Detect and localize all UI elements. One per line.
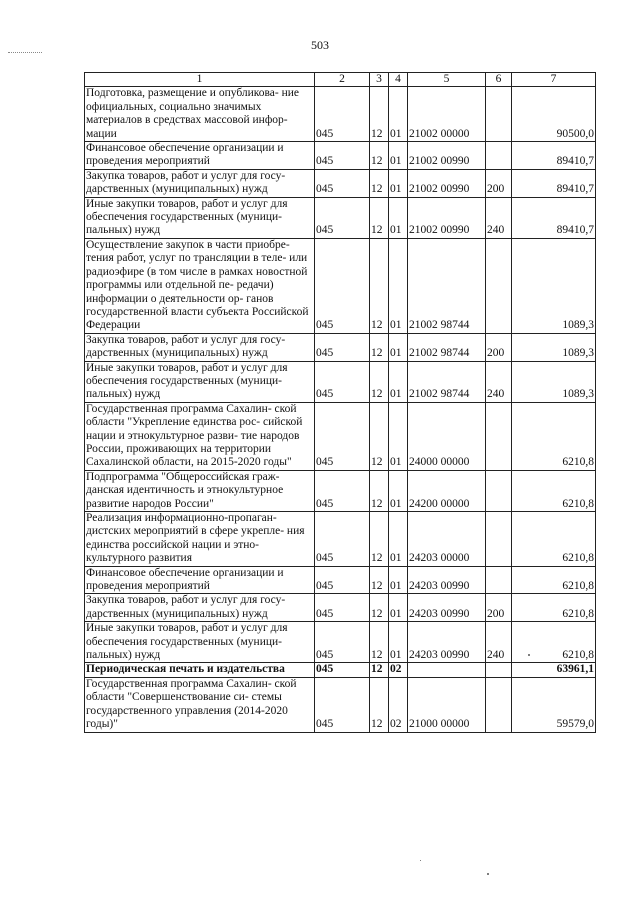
cell-c7: 1089,3: [512, 333, 596, 361]
cell-c6: [486, 677, 512, 732]
cell-c7: 6210,8: [512, 622, 596, 663]
table-row: [85, 677, 596, 732]
cell-c6: [486, 402, 512, 470]
row-description: Финансовое обеспечение организации и проведения мероприятий: [85, 566, 315, 594]
table-row: [85, 361, 596, 402]
table-row: [85, 169, 596, 197]
cell-c3: 12: [370, 361, 389, 402]
row-description: Государственная программа Сахалин- ской области "Совершенствование си- стемы государственного управления (2014-2020 годы)": [85, 677, 315, 732]
row-description: Осуществление закупок в части приобре- тения работ, услуг по трансляции в теле- или радиоэфире (в том числе в рамках новостной программы или отдельной пе- редачи) информации о деятельности ор- ганов государственной власти субъекта Российской Федерации: [85, 238, 315, 333]
cell-c2: 045: [315, 512, 370, 567]
cell-c7: 1089,3: [512, 238, 596, 333]
table-row: [85, 333, 596, 361]
cell-c5: 21002 00000: [408, 87, 486, 142]
row-description: Подпрограмма "Общероссийская граж- данская идентичность и этнокультурное развитие народов России": [85, 470, 315, 511]
cell-c2: 045: [315, 333, 370, 361]
cell-c7: 6210,8: [512, 512, 596, 567]
table-row: [85, 142, 596, 170]
cell-c2: 045: [315, 470, 370, 511]
table-row: [85, 512, 596, 567]
cell-c6: [486, 238, 512, 333]
column-header: 7: [512, 73, 596, 87]
cell-c4: 01: [389, 622, 408, 663]
scan-artifact: [8, 52, 42, 55]
cell-c5: 21002 98744: [408, 361, 486, 402]
table-row: [85, 566, 596, 594]
cell-c3: 12: [370, 622, 389, 663]
cell-c7: 90500,0: [512, 87, 596, 142]
cell-c5: 24203 00990: [408, 594, 486, 622]
cell-c7: 59579,0: [512, 677, 596, 732]
cell-c6: 240: [486, 622, 512, 663]
page-number: 503: [311, 38, 329, 52]
cell-c7: 89410,7: [512, 169, 596, 197]
cell-c4: 01: [389, 169, 408, 197]
cell-c2: 045: [315, 663, 370, 677]
cell-c5: 24203 00990: [408, 622, 486, 663]
cell-c3: 12: [370, 142, 389, 170]
cell-c2: 045: [315, 361, 370, 402]
scan-speck: [528, 654, 530, 656]
cell-c5: 24203 00000: [408, 512, 486, 567]
cell-c3: 12: [370, 566, 389, 594]
cell-c4: 01: [389, 594, 408, 622]
cell-c5: [408, 663, 486, 677]
row-description: Подготовка, размещение и опубликова- ние официальных, социально значимых материалов в средствах массовой инфор- мации: [85, 87, 315, 142]
cell-c4: 01: [389, 402, 408, 470]
cell-c4: 01: [389, 566, 408, 594]
cell-c6: 240: [486, 197, 512, 238]
cell-c4: 01: [389, 512, 408, 567]
cell-c3: 12: [370, 594, 389, 622]
column-header: 2: [315, 73, 370, 87]
cell-c3: 12: [370, 333, 389, 361]
cell-c3: 12: [370, 402, 389, 470]
cell-c3: 12: [370, 169, 389, 197]
table-row: [85, 663, 596, 677]
table-row: [85, 197, 596, 238]
cell-c5: 21002 00990: [408, 169, 486, 197]
cell-c5: 24000 00000: [408, 402, 486, 470]
cell-c5: 21002 98744: [408, 238, 486, 333]
cell-c5: 21002 00990: [408, 142, 486, 170]
row-description: Закупка товаров, работ и услуг для госу- дарственных (муниципальных) нужд: [85, 333, 315, 361]
cell-c5: 21000 00000: [408, 677, 486, 732]
cell-c4: 02: [389, 677, 408, 732]
cell-c7: 89410,7: [512, 197, 596, 238]
cell-c7: 6210,8: [512, 594, 596, 622]
cell-c2: 045: [315, 142, 370, 170]
header-row: [85, 73, 596, 87]
cell-c7: 89410,7: [512, 142, 596, 170]
cell-c2: 045: [315, 677, 370, 732]
cell-c3: 12: [370, 197, 389, 238]
table-row: [85, 238, 596, 333]
scan-speck: [420, 860, 421, 861]
table-row: [85, 87, 596, 142]
cell-c4: 01: [389, 361, 408, 402]
cell-c4: 01: [389, 238, 408, 333]
column-header: 1: [85, 73, 315, 87]
row-description: Иные закупки товаров, работ и услуг для обеспечения государственных (муници- пальных) нужд: [85, 361, 315, 402]
table-row: [85, 470, 596, 511]
column-header: 5: [408, 73, 486, 87]
cell-c6: 200: [486, 594, 512, 622]
cell-c6: [486, 142, 512, 170]
cell-c7: 6210,8: [512, 470, 596, 511]
cell-c2: 045: [315, 566, 370, 594]
cell-c5: 21002 98744: [408, 333, 486, 361]
cell-c7: 6210,8: [512, 566, 596, 594]
cell-c5: 24200 00000: [408, 470, 486, 511]
row-description: Иные закупки товаров, работ и услуг для обеспечения государственных (муници- пальных) нужд: [85, 197, 315, 238]
row-description: Финансовое обеспечение организации и проведения мероприятий: [85, 142, 315, 170]
cell-c4: 01: [389, 470, 408, 511]
cell-c6: 240: [486, 361, 512, 402]
cell-c7: 63961,1: [512, 663, 596, 677]
cell-c2: 045: [315, 622, 370, 663]
cell-c2: 045: [315, 238, 370, 333]
cell-c4: 01: [389, 142, 408, 170]
column-header: 4: [389, 73, 408, 87]
row-description: Периодическая печать и издательства: [85, 663, 315, 677]
row-description: Реализация информационно-пропаган- дистских мероприятий в сфере укрепле- ния единства российской нации и этно- культурного развития: [85, 512, 315, 567]
cell-c3: 12: [370, 677, 389, 732]
row-description: Закупка товаров, работ и услуг для госу- дарственных (муниципальных) нужд: [85, 594, 315, 622]
cell-c7: 6210,8: [512, 402, 596, 470]
column-header: 3: [370, 73, 389, 87]
row-description: Закупка товаров, работ и услуг для госу- дарственных (муниципальных) нужд: [85, 169, 315, 197]
cell-c2: 045: [315, 87, 370, 142]
cell-c3: 12: [370, 87, 389, 142]
cell-c2: 045: [315, 402, 370, 470]
row-description: Государственная программа Сахалин- ской области "Укрепление единства рос- сийской нации и этнокультурное разви- тие народов России, проживающих на территории Сахалинской области, на 2015-2020 годы": [85, 402, 315, 470]
cell-c3: 12: [370, 238, 389, 333]
cell-c6: 200: [486, 333, 512, 361]
cell-c6: [486, 87, 512, 142]
cell-c3: 12: [370, 663, 389, 677]
cell-c6: [486, 470, 512, 511]
table-row: [85, 622, 596, 663]
cell-c2: 045: [315, 197, 370, 238]
cell-c4: 01: [389, 87, 408, 142]
cell-c4: 02: [389, 663, 408, 677]
cell-c6: [486, 663, 512, 677]
scan-speck: [487, 873, 489, 875]
cell-c5: 21002 00990: [408, 197, 486, 238]
cell-c3: 12: [370, 470, 389, 511]
cell-c5: 24203 00990: [408, 566, 486, 594]
column-header: 6: [486, 73, 512, 87]
table-row: [85, 402, 596, 470]
table-row: [85, 594, 596, 622]
table-body: [85, 87, 596, 732]
row-description: Иные закупки товаров, работ и услуг для обеспечения государственных (муници- пальных) нужд: [85, 622, 315, 663]
cell-c2: 045: [315, 594, 370, 622]
cell-c4: 01: [389, 197, 408, 238]
cell-c6: 200: [486, 169, 512, 197]
cell-c6: [486, 566, 512, 594]
cell-c4: 01: [389, 333, 408, 361]
budget-table: [84, 72, 596, 733]
cell-c6: [486, 512, 512, 567]
cell-c3: 12: [370, 512, 389, 567]
cell-c2: 045: [315, 169, 370, 197]
cell-c7: 1089,3: [512, 361, 596, 402]
